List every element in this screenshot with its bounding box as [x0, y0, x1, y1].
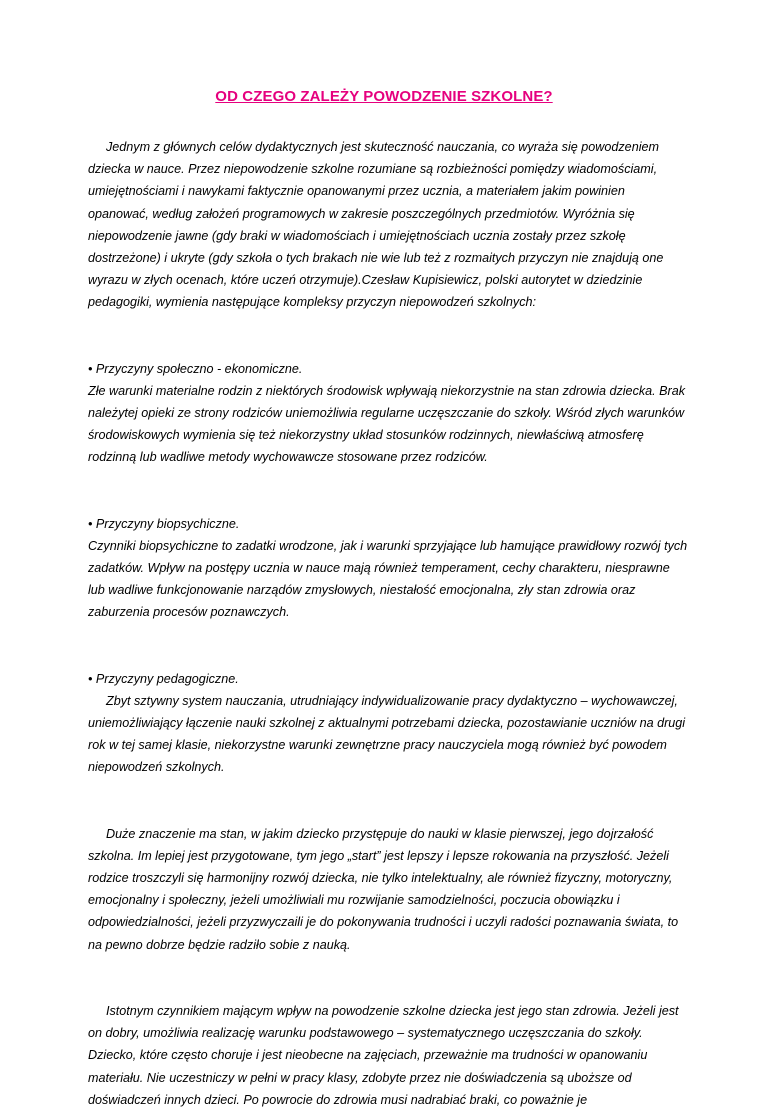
maturity-paragraph: Duże znaczenie ma stan, w jakim dziecko przystępuje do nauki w klasie pierwszej, jego dojrzałość szkolna. Im lepiej jest przygotowane, tym jego „start” jest lepszy i lepsze rokowania na przyszłość. Jeżeli rodzice troszczyli się harmonijny rozwój dziecka, nie tylko intelektualny, ale również fizyczny, motoryczny, emocjonalny i społeczny, jeżeli umożliwiali mu rozwijanie samodzielności, poczucia obowiązku i odpowiedzialności, jeżeli przyzwyczaili je do pokonywania trudności i uczyli radości poznawania świata, to na pewno dobrze będzie radziło sobie z nauką.: [88, 826, 679, 952]
cause-text-biopsychic: Czynniki biopsychiczne to zadatki wrodzone, jak i warunki sprzyjające lub hamujące prawidłowy rozwój tych zadatków. Wpływ na postępy ucznia w nauce mają również temperament, cechy charakteru, niesprawne lub wadliwe funkcjonowanie narządów zmysłowych, niestałość emocjonalna, zły stan zdrowia oraz zaburzenia procesów poznawczych.: [88, 538, 688, 620]
cause-text-socioeconomic: Złe warunki materialne rodzin z niektórych środowisk wpływają niekorzystnie na stan zdrowia dziecka. Brak należytej opieki ze strony rodziców uniemożliwia regularne uczęszczanie do szkoły. Wśród złych warunków środowiskowych wymienia się też niekorzystny układ stosunków rodzinnych, niewłaściwą atmosferę rodzinną lub wadliwe metody wychowawcze stosowane przez rodziców.: [88, 383, 686, 465]
cause-heading-biopsychic: • Przyczyny biopsychiczne.: [88, 516, 240, 531]
cause-heading-pedagogical: • Przyczyny pedagogiczne.: [88, 671, 239, 686]
intro-paragraph: Jednym z głównych celów dydaktycznych jest skuteczność nauczania, co wyraża się powodzeniem dziecka w nauce. Przez niepowodzenie szkolne rozumiane są rozbieżności pomiędzy wiadomościami, umiejętnościami i nawykami faktycznie opanowanymi przez ucznia, a materiałem jakim powinien opanować, według założeń programowych w zakresie poszczególnych przedmiotów. Wyróżnia się niepowodzenie jawne (gdy braki w wiadomościach i umiejętnościach ucznia zostały przez szkołę dostrzeżone) i ukryte (gdy szkoła o tych brakach nie wie lub też z rozmaitych przyczyn nie znajdują one wyrazu w złych ocenach, które uczeń otrzymuje).Czesław Kupisiewicz, polski autorytet w dziedzinie pedagogiki, wymienia następujące kompleksy przyczyn niepowodzeń szkolnych:: [88, 140, 664, 310]
cause-text-pedagogical: Zbyt sztywny system nauczania, utrudniający indywidualizowanie pracy dydaktyczno – wychowawczej, uniemożliwiający łączenie nauki szkolnej z aktualnymi potrzebami dziecka, pozostawianie uczniów na drugi rok w tej samej klasie, niekorzystne warunki zewnętrzne pracy nauczyciela mogą również być powodem niepowodzeń szkolnych.: [88, 693, 686, 775]
document-body: [88, 136, 688, 1111]
cause-heading-socioeconomic: • Przyczyny społeczno - ekonomiczne.: [88, 361, 303, 376]
health-paragraph: Istotnym czynnikiem mającym wpływ na powodzenie szkolne dziecka jest jego stan zdrowia. Jeżeli jest on dobry, umożliwia realizację warunku podstawowego – systematycznego uczęszczania do szkoły. Dziecko, które często choruje i jest nieobecne na zajęciach, przeważnie ma trudności w opanowaniu materiału. Nie uczestniczy w pełni w pracy klasy, zdobyte przez nie doświadczenia są uboższe od doświadczeń innych dzieci. Po powrocie do zdrowia musi nadrabiać braki, co poważnie je: [88, 1003, 679, 1107]
document-title: OD CZEGO ZALEŻY POWODZENIE SZKOLNE?: [215, 88, 553, 105]
